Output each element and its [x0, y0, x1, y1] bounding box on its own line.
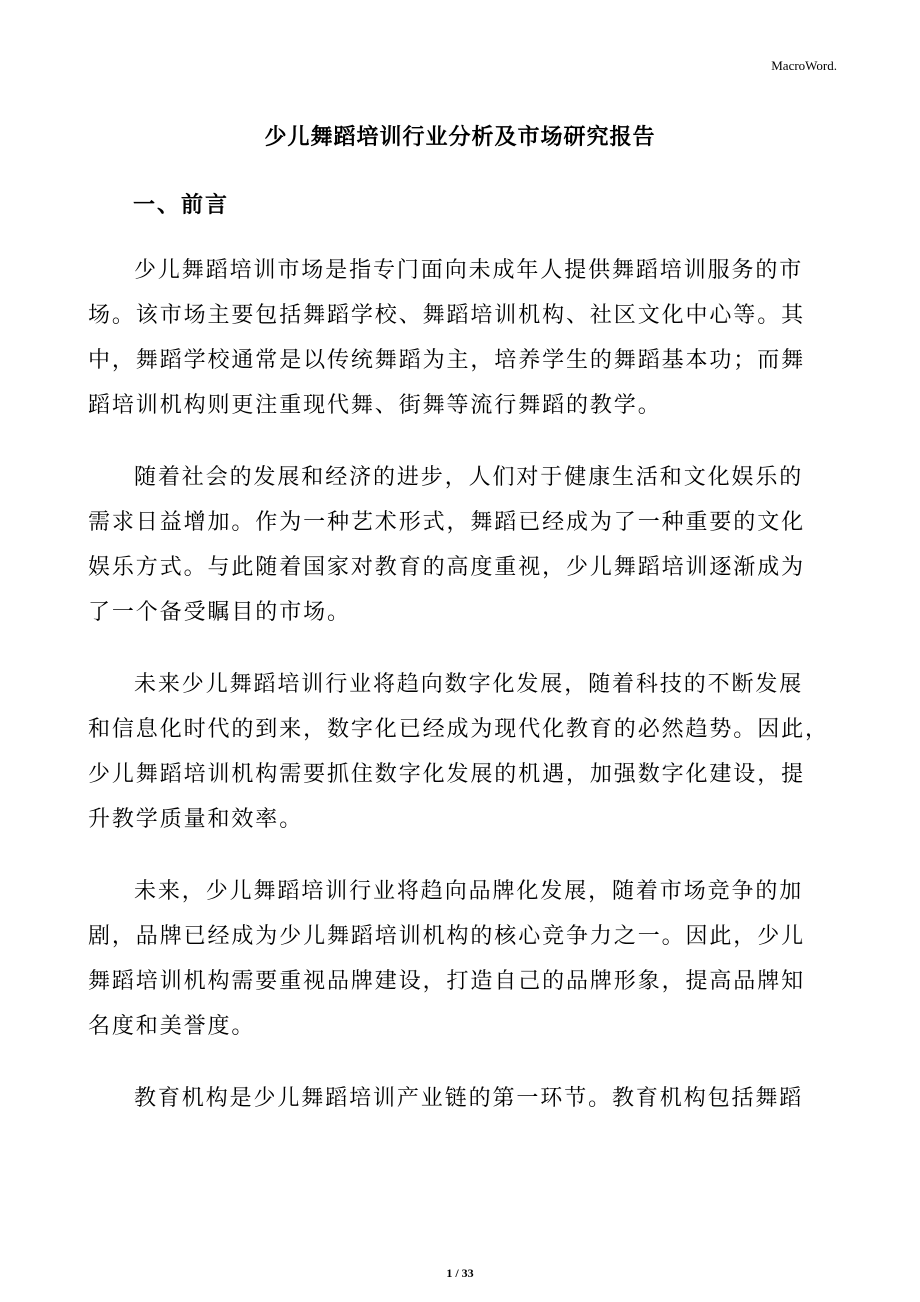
paragraph-line: 剧，品牌已经成为少儿舞蹈培训机构的核心竞争力之一。因此，少儿: [88, 924, 806, 949]
paragraph-line: 需求日益增加。作为一种艺术形式，舞蹈已经成为了一种重要的文化: [88, 510, 806, 535]
paragraph-line: 未来，少儿舞蹈培训行业将趋向品牌化发展，随着市场竞争的加: [134, 879, 804, 904]
paragraph-line: 场。该市场主要包括舞蹈学校、舞蹈培训机构、社区文化中心等。其: [88, 303, 806, 328]
paragraph-line: 舞蹈培训机构需要重视品牌建设，打造自己的品牌形象，提高品牌知: [88, 969, 806, 994]
page-number: 1 / 33: [446, 1266, 474, 1280]
paragraph-line: 和信息化时代的到来，数字化已经成为现代化教育的必然趋势。因此，: [88, 717, 829, 742]
paragraph-line: 教育机构是少儿舞蹈培训产业链的第一环节。教育机构包括舞蹈: [134, 1086, 804, 1111]
section-heading: 一、前言: [133, 193, 230, 218]
paragraph-line: 随着社会的发展和经济的进步，人们对于健康生活和文化娱乐的: [134, 465, 804, 490]
paragraph-line: 升教学质量和效率。: [88, 807, 304, 832]
paragraph: [88, 455, 832, 635]
paragraph-line: 未来少儿舞蹈培训行业将趋向数字化发展，随着科技的不断发展: [134, 672, 804, 697]
paragraph: [88, 248, 832, 428]
paragraph-line: 了一个备受瞩目的市场。: [88, 600, 351, 625]
paragraph-line: 中，舞蹈学校通常是以传统舞蹈为主，培养学生的舞蹈基本功；而舞: [88, 348, 806, 373]
paragraph-line: 少儿舞蹈培训市场是指专门面向未成年人提供舞蹈培训服务的市: [134, 258, 804, 283]
paragraph: [88, 662, 832, 842]
document-title: 少儿舞蹈培训行业分析及市场研究报告: [264, 125, 656, 150]
paragraph: [88, 1076, 832, 1121]
document-body: [88, 248, 832, 1148]
paragraph-line: 少儿舞蹈培训机构需要抓住数字化发展的机遇，加强数字化建设，提: [88, 762, 806, 787]
paragraph-line: 蹈培训机构则更注重现代舞、街舞等流行舞蹈的教学。: [88, 393, 662, 418]
paragraph-line: 名度和美誉度。: [88, 1014, 256, 1039]
paragraph: [88, 869, 832, 1049]
paragraph-line: 娱乐方式。与此随着国家对教育的高度重视，少儿舞蹈培训逐渐成为: [88, 555, 806, 580]
header-brand: MacroWord.: [771, 58, 837, 73]
